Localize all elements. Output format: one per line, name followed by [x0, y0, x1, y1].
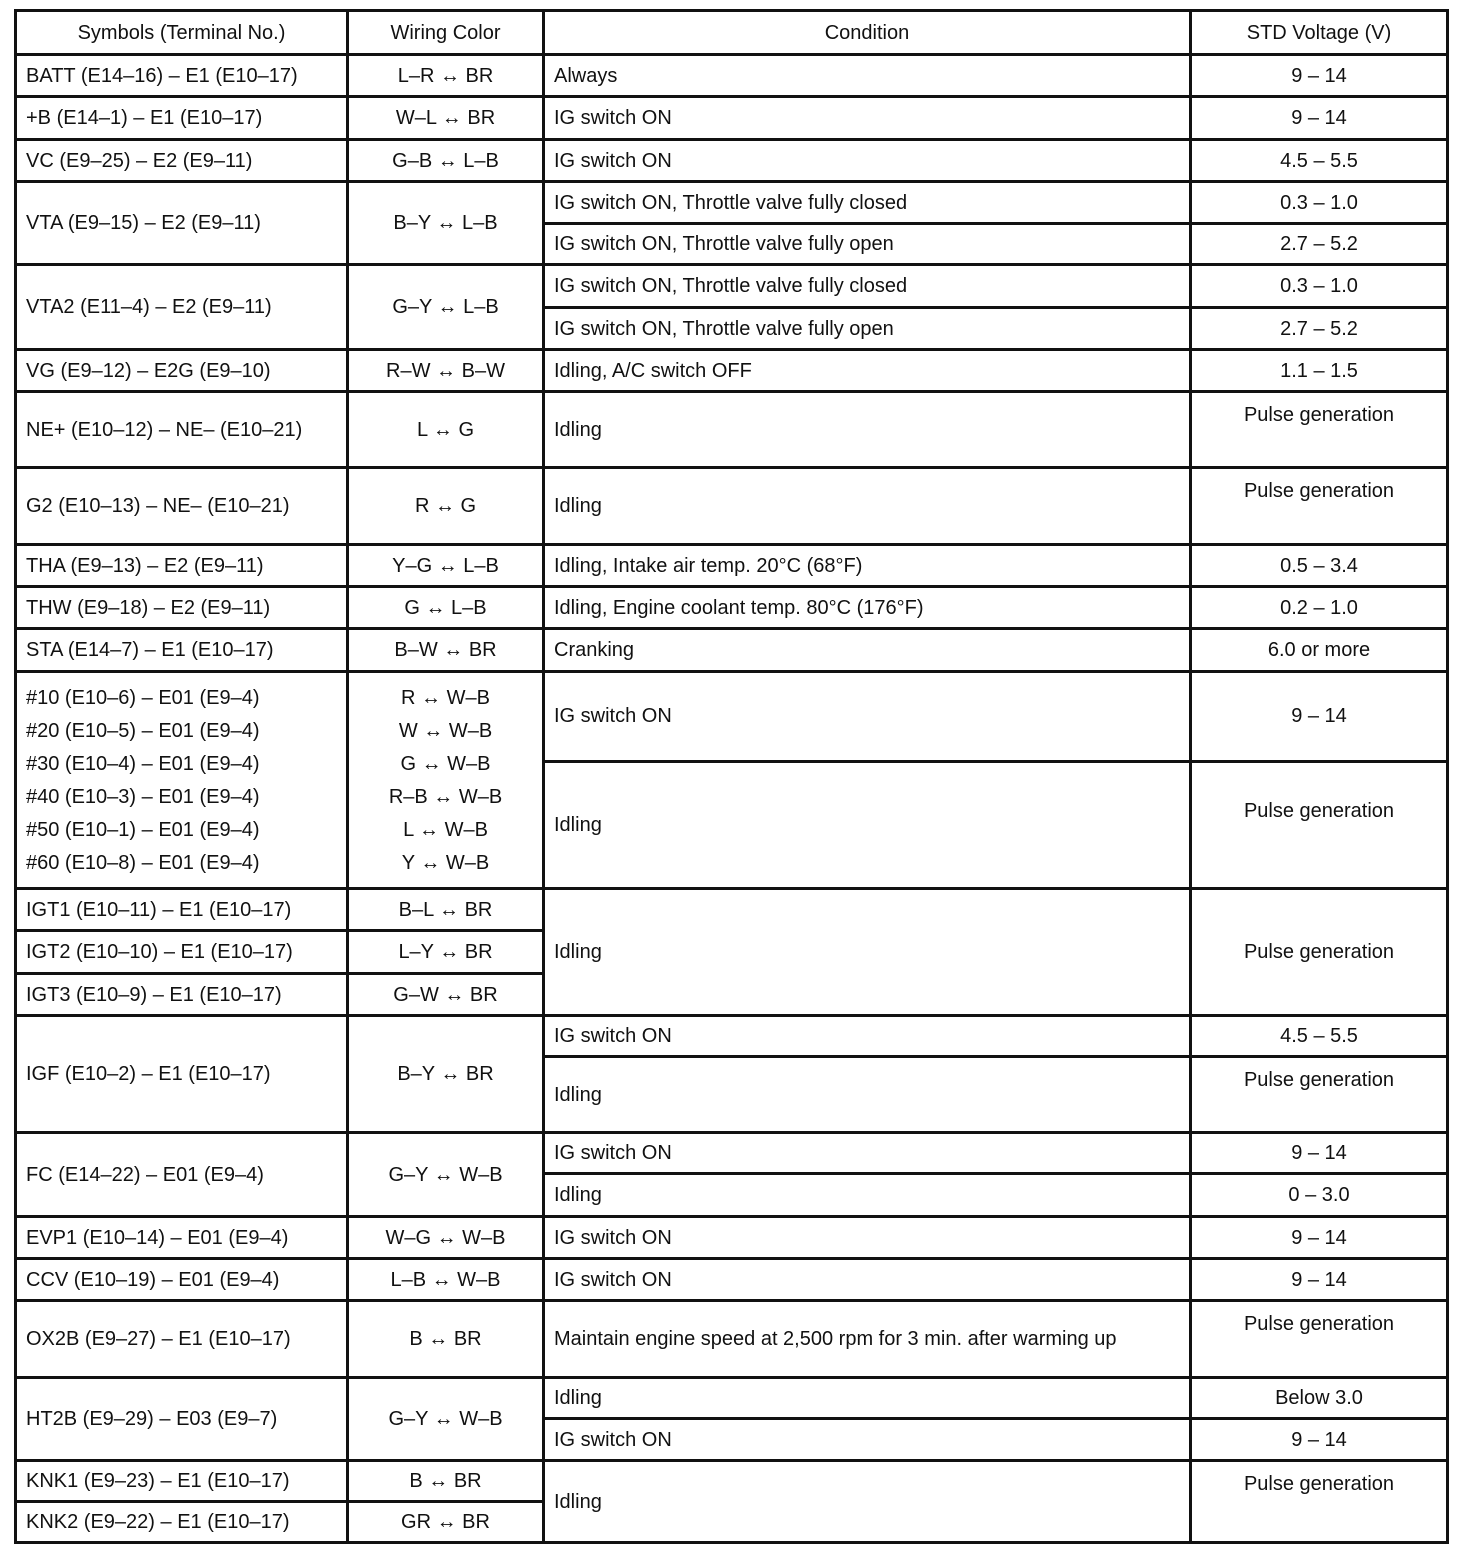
symbol-cell: HT2B (E9–29) – E03 (E9–7) [16, 1378, 348, 1461]
table-row [16, 265, 1448, 308]
table-row [16, 392, 1448, 468]
table-row [16, 97, 1448, 140]
condition-cell: IG switch ON [544, 1217, 1191, 1259]
symbol-cell: VG (E9–12) – E2G (E9–10) [16, 350, 348, 392]
table-row [16, 1461, 1448, 1502]
condition-cell: Idling [544, 392, 1191, 468]
wiring-color-cell: B–Y ↔ L–B [348, 182, 544, 265]
symbol-cell: KNK1 (E9–23) – E1 (E10–17) [16, 1461, 348, 1502]
voltage-cell: 0.2 – 1.0 [1191, 587, 1448, 629]
voltage-cell: 9 – 14 [1191, 1259, 1448, 1301]
condition-cell: IG switch ON [544, 140, 1191, 182]
wiring-color-cell: L–B ↔ W–B [348, 1259, 544, 1301]
wiring-color-cell: GR ↔ BR [348, 1502, 544, 1543]
condition-cell: IG switch ON, Throttle valve fully open [544, 224, 1191, 265]
condition-cell: IG switch ON [544, 1419, 1191, 1461]
injector-wire: G ↔ W–B [400, 752, 491, 775]
header-symbols: Symbols (Terminal No.) [16, 11, 348, 55]
voltage-cell: 2.7 – 5.2 [1191, 308, 1448, 350]
table-row [16, 629, 1448, 672]
injector-symbol: #50 (E10–1) – E01 (E9–4) [26, 818, 260, 841]
wiring-color-cell: G–Y ↔ W–B [348, 1133, 544, 1217]
voltage-cell: Pulse generation [1191, 1057, 1448, 1133]
table-row [16, 672, 1448, 762]
injector-wire: R–B ↔ W–B [388, 785, 503, 808]
wiring-color-cell: W–L ↔ BR [348, 97, 544, 140]
condition-cell: Idling [544, 1461, 1191, 1543]
injector-symbol: #20 (E10–5) – E01 (E9–4) [26, 719, 260, 742]
symbol-cell: VTA (E9–15) – E2 (E9–11) [16, 182, 348, 265]
table-row [16, 1016, 1448, 1057]
voltage-cell: Pulse generation [1191, 889, 1448, 1016]
condition-cell: Idling [544, 1057, 1191, 1133]
table-row [16, 889, 1448, 931]
voltage-cell: 9 – 14 [1191, 1419, 1448, 1461]
injector-wire: W ↔ W–B [398, 719, 493, 742]
injector-symbol: #10 (E10–6) – E01 (E9–4) [26, 686, 260, 709]
injector-symbols-cell [16, 672, 348, 889]
symbol-cell: G2 (E10–13) – NE– (E10–21) [16, 468, 348, 545]
terminal-voltage-table [14, 9, 1449, 1544]
header-row [16, 11, 1448, 55]
symbol-cell: IGT2 (E10–10) – E1 (E10–17) [16, 931, 348, 974]
symbol-cell: STA (E14–7) – E1 (E10–17) [16, 629, 348, 672]
symbol-cell: IGT3 (E10–9) – E1 (E10–17) [16, 974, 348, 1016]
header-std-voltage: STD Voltage (V) [1191, 11, 1448, 55]
wiring-color-cell: R–W ↔ B–W [348, 350, 544, 392]
table-row [16, 545, 1448, 587]
wiring-color-cell: G–B ↔ L–B [348, 140, 544, 182]
condition-cell: IG switch ON [544, 1259, 1191, 1301]
voltage-cell: Below 3.0 [1191, 1378, 1448, 1419]
condition-cell: IG switch ON, Throttle valve fully open [544, 308, 1191, 350]
voltage-cell: 0 – 3.0 [1191, 1174, 1448, 1217]
voltage-cell: Pulse generation [1191, 761, 1448, 888]
table-row [16, 350, 1448, 392]
voltage-cell: 9 – 14 [1191, 672, 1448, 762]
injector-wires-cell [348, 672, 544, 889]
table-row [16, 182, 1448, 224]
voltage-cell: Pulse generation [1191, 392, 1448, 468]
wiring-color-cell: Y–G ↔ L–B [348, 545, 544, 587]
condition-cell: IG switch ON [544, 1016, 1191, 1057]
symbol-cell: VTA2 (E11–4) – E2 (E9–11) [16, 265, 348, 350]
wiring-color-cell: B–Y ↔ BR [348, 1016, 544, 1133]
condition-cell: Idling, Engine coolant temp. 80°C (176°F) [544, 587, 1191, 629]
wiring-color-cell: L ↔ G [348, 392, 544, 468]
wiring-color-cell: B–W ↔ BR [348, 629, 544, 672]
voltage-cell: 9 – 14 [1191, 1217, 1448, 1259]
symbol-cell: THA (E9–13) – E2 (E9–11) [16, 545, 348, 587]
wiring-color-cell: R ↔ G [348, 468, 544, 545]
condition-cell: Idling [544, 1174, 1191, 1217]
symbol-cell: EVP1 (E10–14) – E01 (E9–4) [16, 1217, 348, 1259]
voltage-cell: 1.1 – 1.5 [1191, 350, 1448, 392]
symbol-cell: IGF (E10–2) – E1 (E10–17) [16, 1016, 348, 1133]
wiring-color-cell: B ↔ BR [348, 1461, 544, 1502]
table-row [16, 468, 1448, 545]
voltage-cell: 4.5 – 5.5 [1191, 140, 1448, 182]
wiring-color-cell: G–Y ↔ L–B [348, 265, 544, 350]
voltage-cell: Pulse generation [1191, 468, 1448, 545]
symbol-cell: IGT1 (E10–11) – E1 (E10–17) [16, 889, 348, 931]
condition-cell: Always [544, 55, 1191, 97]
voltage-cell: 9 – 14 [1191, 55, 1448, 97]
table-row [16, 140, 1448, 182]
voltage-cell: 0.5 – 3.4 [1191, 545, 1448, 587]
condition-cell: IG switch ON, Throttle valve fully closed [544, 182, 1191, 224]
condition-cell: IG switch ON, Throttle valve fully closed [544, 265, 1191, 308]
voltage-cell: 9 – 14 [1191, 97, 1448, 140]
condition-cell: Idling [544, 889, 1191, 1016]
symbol-cell: NE+ (E10–12) – NE– (E10–21) [16, 392, 348, 468]
voltage-cell: 0.3 – 1.0 [1191, 265, 1448, 308]
table-row [16, 1259, 1448, 1301]
symbol-cell: THW (E9–18) – E2 (E9–11) [16, 587, 348, 629]
injector-symbol: #30 (E10–4) – E01 (E9–4) [26, 752, 260, 775]
condition-cell: Cranking [544, 629, 1191, 672]
condition-cell: IG switch ON [544, 97, 1191, 140]
wiring-color-cell: G–Y ↔ W–B [348, 1378, 544, 1461]
condition-cell: Idling, Intake air temp. 20°C (68°F) [544, 545, 1191, 587]
condition-cell: IG switch ON [544, 1133, 1191, 1174]
header-wiring-color: Wiring Color [348, 11, 544, 55]
wiring-color-cell: L–Y ↔ BR [348, 931, 544, 974]
voltage-cell: 6.0 or more [1191, 629, 1448, 672]
condition-cell: Maintain engine speed at 2,500 rpm for 3 min. after warming up [544, 1301, 1191, 1378]
table-row [16, 1133, 1448, 1174]
symbol-cell: VC (E9–25) – E2 (E9–11) [16, 140, 348, 182]
header-condition: Condition [544, 11, 1191, 55]
wiring-color-cell: B–L ↔ BR [348, 889, 544, 931]
wiring-color-cell: L–R ↔ BR [348, 55, 544, 97]
condition-cell: Idling [544, 468, 1191, 545]
injector-symbol: #60 (E10–8) – E01 (E9–4) [26, 851, 260, 874]
voltage-cell: 0.3 – 1.0 [1191, 182, 1448, 224]
symbol-cell: CCV (E10–19) – E01 (E9–4) [16, 1259, 348, 1301]
wiring-color-cell: G ↔ L–B [348, 587, 544, 629]
wiring-color-cell: B ↔ BR [348, 1301, 544, 1378]
injector-wire: L ↔ W–B [403, 818, 488, 841]
voltage-cell: 4.5 – 5.5 [1191, 1016, 1448, 1057]
symbol-cell: OX2B (E9–27) – E1 (E10–17) [16, 1301, 348, 1378]
condition-cell: Idling [544, 761, 1191, 888]
wiring-color-cell: W–G ↔ W–B [348, 1217, 544, 1259]
symbol-cell: BATT (E14–16) – E1 (E10–17) [16, 55, 348, 97]
symbol-cell: KNK2 (E9–22) – E1 (E10–17) [16, 1502, 348, 1543]
voltage-cell: 9 – 14 [1191, 1133, 1448, 1174]
table-row [16, 1378, 1448, 1419]
table-row [16, 55, 1448, 97]
injector-symbol: #40 (E10–3) – E01 (E9–4) [26, 785, 260, 808]
table-row [16, 587, 1448, 629]
wiring-color-cell: G–W ↔ BR [348, 974, 544, 1016]
voltage-cell: Pulse generation [1191, 1301, 1448, 1378]
injector-wire: Y ↔ W–B [401, 851, 490, 874]
injector-wire: R ↔ W–B [401, 686, 490, 709]
table-row [16, 1301, 1448, 1378]
voltage-cell: Pulse generation [1191, 1461, 1448, 1543]
condition-cell: Idling, A/C switch OFF [544, 350, 1191, 392]
voltage-cell: 2.7 – 5.2 [1191, 224, 1448, 265]
table-row [16, 1217, 1448, 1259]
symbol-cell: FC (E14–22) – E01 (E9–4) [16, 1133, 348, 1217]
condition-cell: IG switch ON [544, 672, 1191, 762]
symbol-cell: +B (E14–1) – E1 (E10–17) [16, 97, 348, 140]
condition-cell: Idling [544, 1378, 1191, 1419]
